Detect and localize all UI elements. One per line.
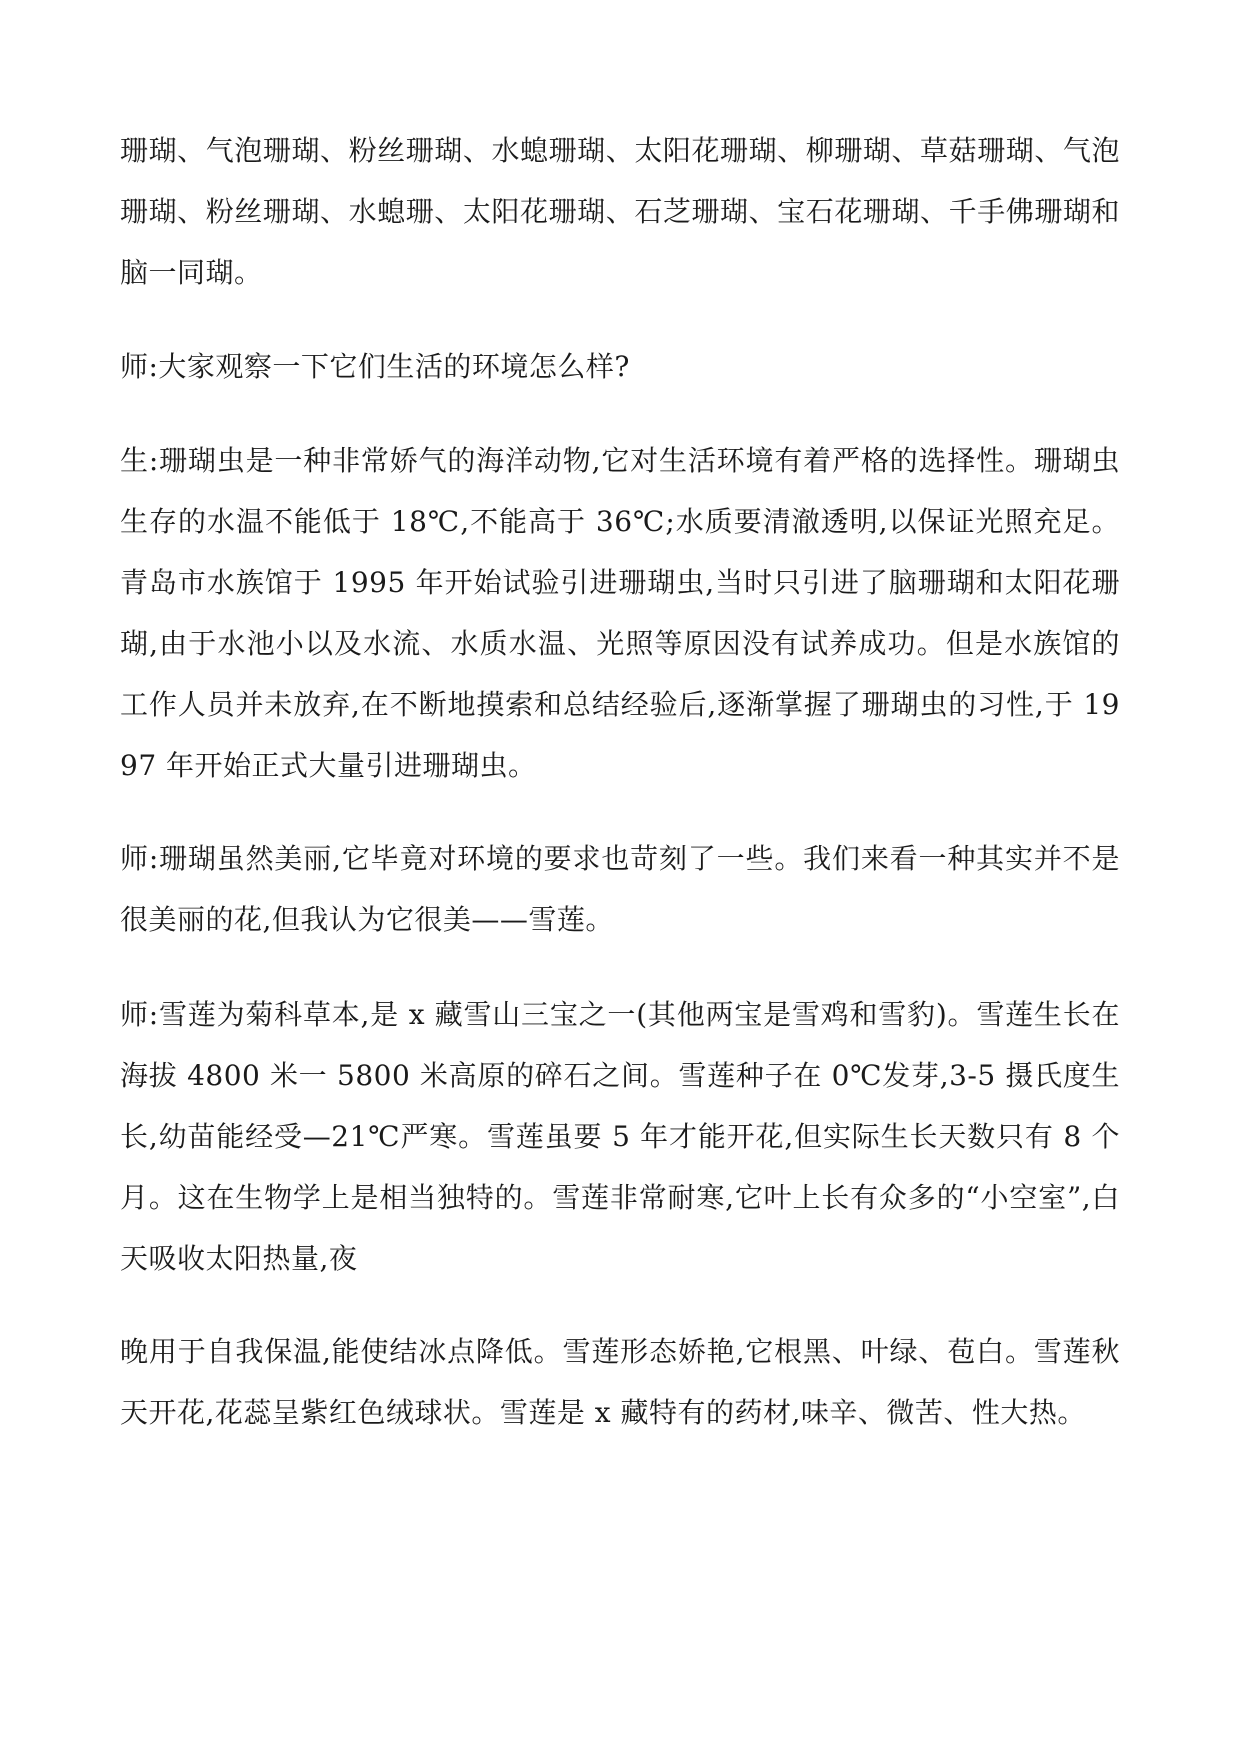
paragraph-teacher-question: 师:大家观察一下它们生活的环境怎么样? — [120, 350, 630, 383]
paragraph-snow-lotus-intro: 师:雪莲为菊科草本,是 x 藏雪山三宝之一(其他两宝是雪鸡和雪豹)。雪莲生长在海拔 4800 米一 5800 米高原的碎石之间。雪莲种子在 0℃发芽,3-5 摄氏度生长,幼苗能经受—21℃严寒。雪莲虽要 5 年才能开花,但实际生长天数只有 8 个月。这在生物学上是相当独特的。雪莲非常耐寒,它叶上长有众多的“小空室”,白天吸收太阳热量,夜 — [120, 998, 1120, 1275]
paragraph-snow-lotus-continued: 晚用于自我保温,能使结冰点降低。雪莲形态娇艳,它根黑、叶绿、苞白。雪莲秋天开花,花蕊呈紫红色绒球状。雪莲是 x 藏特有的药材,味辛、微苦、性大热。 — [120, 1335, 1120, 1429]
paragraph-teacher-transition: 师:珊瑚虽然美丽,它毕竟对环境的要求也苛刻了一些。我们来看一种其实并不是很美丽的花,但我认为它很美——雪莲。 — [120, 842, 1120, 936]
paragraph-coral-list: 珊瑚、气泡珊瑚、粉丝珊瑚、水螅珊瑚、太阳花珊瑚、柳珊瑚、草菇珊瑚、气泡珊瑚、粉丝珊瑚、水螅珊、太阳花珊瑚、石芝珊瑚、宝石花珊瑚、千手佛珊瑚和脑一同瑚。 — [120, 134, 1120, 289]
paragraph-student-answer: 生:珊瑚虫是一种非常娇气的海洋动物,它对生活环境有着严格的选择性。珊瑚虫生存的水温不能低于 18℃,不能高于 36℃;水质要清澈透明,以保证光照充足。青岛市水族馆于 1995 年开始试验引进珊瑚虫,当时只引进了脑珊瑚和太阳花珊瑚,由于水池小以及水流、水质水温、光照等原因没有试养成功。但是水族馆的工作人员并未放弃,在不断地摸索和总结经验后,逐渐掌握了珊瑚虫的习性,于 1997 年开始正式大量引进珊瑚虫。 — [120, 444, 1120, 782]
